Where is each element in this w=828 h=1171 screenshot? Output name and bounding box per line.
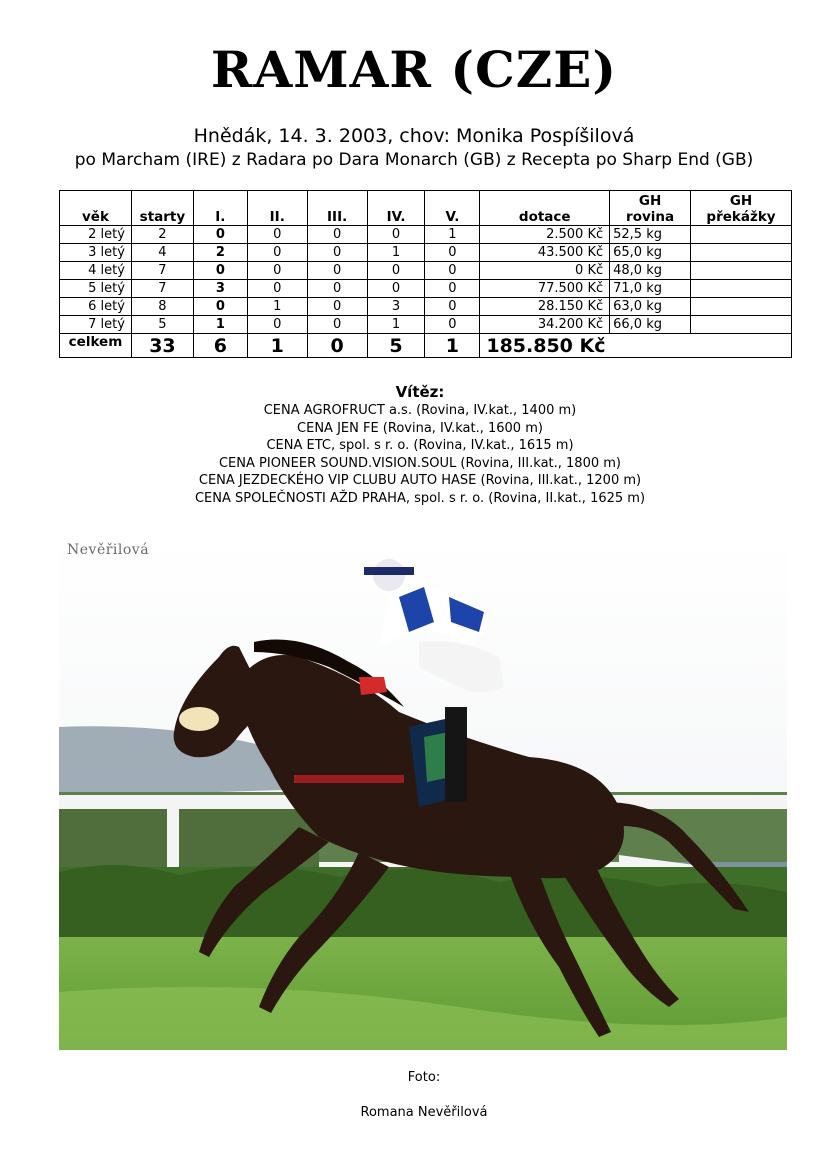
photo-author: Romana Nevěřilová [360,1105,488,1120]
table-cell: 0 [425,262,480,280]
table-cell: 3 letý [60,244,132,262]
table-cell: 0 [247,226,307,244]
table-cell: 0 [425,280,480,298]
table-cell: 8 [131,298,193,316]
table-cell: 6 letý [60,298,132,316]
win-item: CENA JEZDECKÉHO VIP CLUBU AUTO HASE (Rovina, III.kat., 1200 m) [198,473,642,489]
table-cell: 2 [131,226,193,244]
total-cell-label: celkem [60,334,132,358]
table-header-cell: věk [60,191,132,226]
table-header-cell: GH překážky [691,191,792,226]
table-header-cell: IV. [367,191,425,226]
table-cell [691,316,792,334]
table-cell: 1 [193,316,247,334]
table-header-cell: I. [193,191,247,226]
table-cell: 2.500 Kč [480,226,610,244]
table-header-cell: dotace [480,191,610,226]
table-cell [691,244,792,262]
table-cell: 0 [367,280,425,298]
table-cell [691,226,792,244]
total-cell-fourth: 5 [367,334,425,358]
photo-watermark: Nevěřilová [67,542,150,558]
table-cell: 1 [247,298,307,316]
table-cell: 0 [307,226,367,244]
total-cell-fifth: 1 [425,334,480,358]
horse-info-line: Hnědák, 14. 3. 2003, chov: Monika Pospíšilová [193,125,635,147]
table-cell: 0 [425,244,480,262]
table-cell: 0 [193,262,247,280]
table-cell: 71,0 kg [610,280,691,298]
table-header-cell: starty [131,191,193,226]
total-cell-dotace: 185.850 Kč [480,334,792,358]
table-cell: 4 letý [60,262,132,280]
table-header-cell: III. [307,191,367,226]
total-cell-third: 0 [307,334,367,358]
table-row [60,262,792,280]
table-total-row [60,334,792,358]
table-cell: 0 [193,298,247,316]
win-item: CENA JEN FE (Rovina, IV.kat., 1600 m) [297,420,543,436]
table-cell: 0 [367,226,425,244]
table-cell: 2 [193,244,247,262]
table-cell: 0 [307,244,367,262]
table-row [60,298,792,316]
table-cell: 52,5 kg [610,226,691,244]
win-item: CENA AGROFRUCT a.s. (Rovina, IV.kat., 1400 m) [263,403,577,418]
win-item: CENA SPOLEČNOSTI AŽD PRAHA, spol. s r. o. (Rovina, II.kat., 1625 m) [194,490,646,506]
total-cell-first: 6 [193,334,247,358]
table-cell: 3 [367,298,425,316]
table-cell: 66,0 kg [610,316,691,334]
race-stats-table [59,190,792,358]
table-cell: 5 letý [60,280,132,298]
wins-list [0,402,828,508]
table-cell: 0 Kč [480,262,610,280]
table-cell [691,262,792,280]
table-header-row [60,191,792,226]
table-cell: 2 letý [60,226,132,244]
table-cell: 0 [307,280,367,298]
win-item: CENA ETC, spol. s r. o. (Rovina, IV.kat., 1615 m) [266,438,574,454]
table-cell: 48,0 kg [610,262,691,280]
table-row [60,280,792,298]
table-cell: 7 [131,262,193,280]
table-row [60,226,792,244]
table-cell: 28.150 Kč [480,298,610,316]
table-cell: 1 [425,226,480,244]
table-cell: 0 [307,262,367,280]
table-cell: 0 [307,298,367,316]
table-cell: 77.500 Kč [480,280,610,298]
table-row [60,244,792,262]
table-cell: 0 [247,280,307,298]
win-item: CENA PIONEER SOUND.VISION.SOUL (Rovina, III.kat., 1800 m) [218,455,621,471]
table-cell: 43.500 Kč [480,244,610,262]
table-cell: 3 [193,280,247,298]
table-cell [691,280,792,298]
table-cell: 0 [367,262,425,280]
table-cell: 34.200 Kč [480,316,610,334]
table-cell: 0 [247,244,307,262]
table-cell: 1 [367,244,425,262]
table-cell: 0 [247,262,307,280]
total-cell-starty: 33 [131,334,193,358]
horse-photo [59,537,787,1050]
table-cell: 63,0 kg [610,298,691,316]
table-cell: 4 [131,244,193,262]
horse-name-title: RAMAR (CZE) [210,40,618,99]
table-header-cell: GH rovina [610,191,691,226]
table-cell: 7 letý [60,316,132,334]
racehorse-photo-illustration [59,537,787,1050]
total-cell-second: 1 [247,334,307,358]
table-cell: 0 [247,316,307,334]
table-header-cell: II. [247,191,307,226]
table-cell: 7 [131,280,193,298]
table-cell [691,298,792,316]
table-cell: 65,0 kg [610,244,691,262]
table-cell: 0 [307,316,367,334]
table-row [60,316,792,334]
winner-heading: Vítěz: [395,383,445,401]
table-cell: 5 [131,316,193,334]
table-cell: 0 [425,298,480,316]
table-cell: 0 [425,316,480,334]
table-header-cell: V. [425,191,480,226]
table-cell: 1 [367,316,425,334]
pedigree-line: po Marcham (IRE) z Radara po Dara Monarch (GB) z Recepta po Sharp End (GB) [74,150,754,170]
photo-caption: Foto: [407,1070,441,1085]
table-cell: 0 [193,226,247,244]
